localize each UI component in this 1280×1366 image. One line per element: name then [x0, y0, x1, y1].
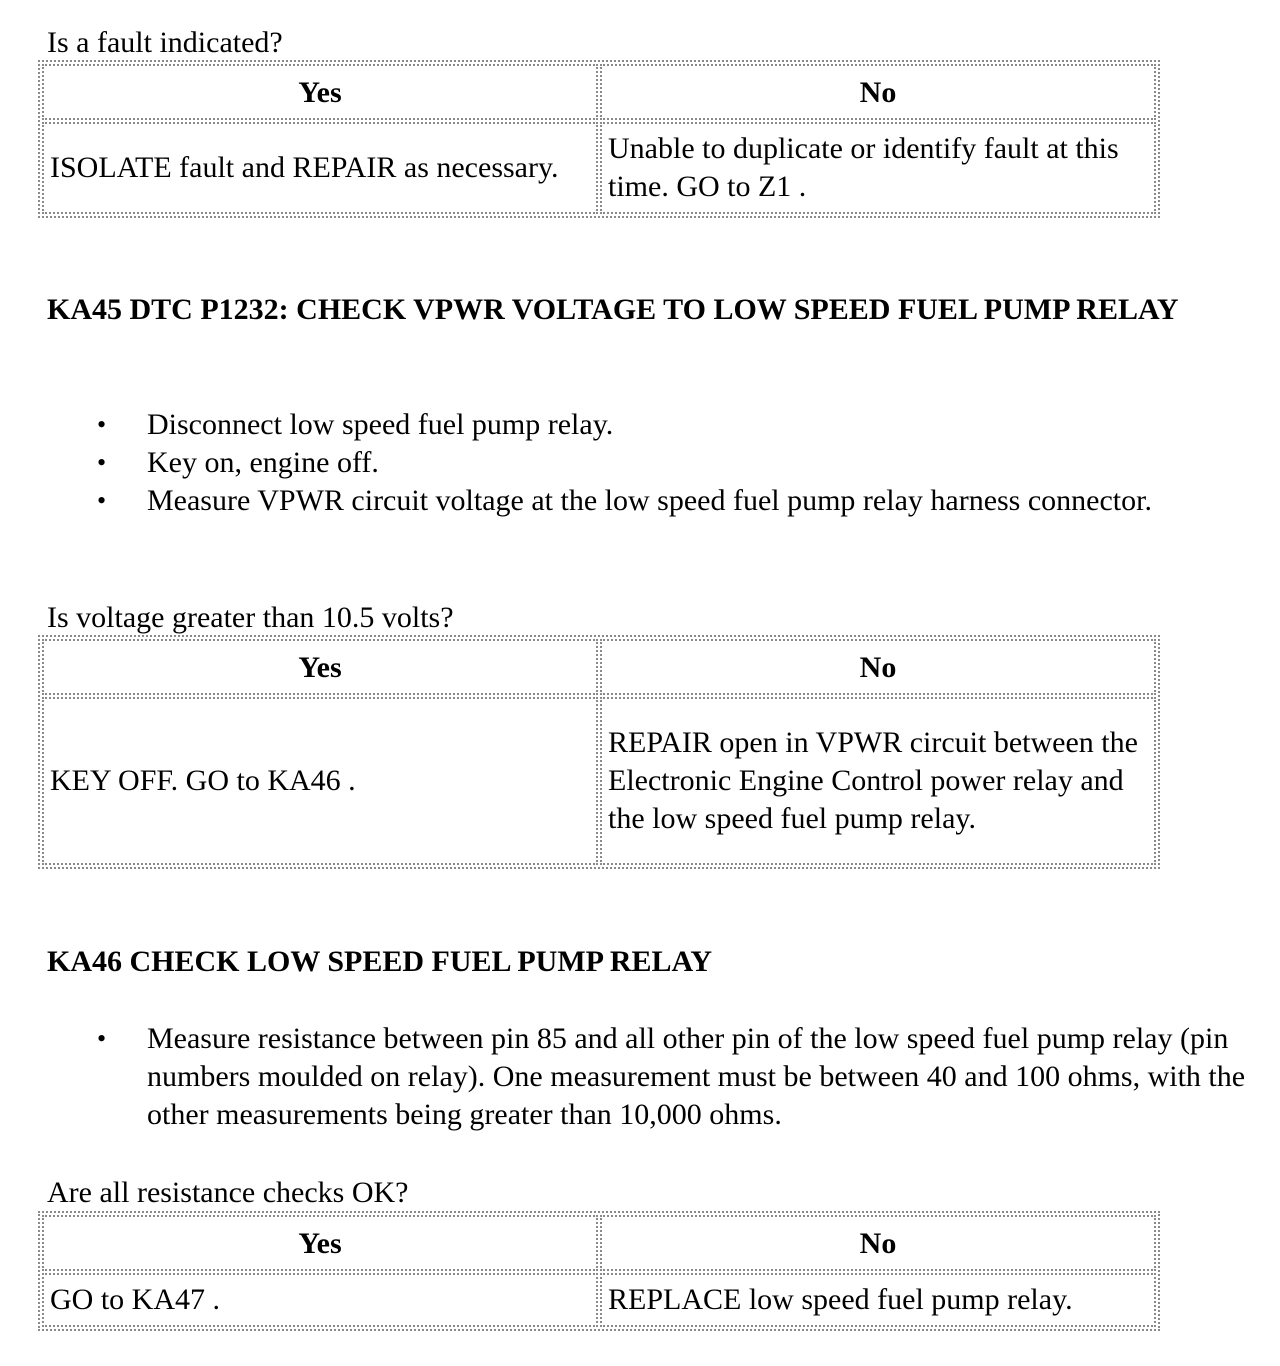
yes-header: Yes [42, 64, 598, 120]
bullet-icon: • [97, 486, 107, 515]
list-item [97, 1020, 1247, 1134]
fault-decision-table [38, 60, 1160, 218]
yes-cell: ISOLATE fault and REPAIR as necessary. [42, 122, 598, 214]
yes-cell: KEY OFF. GO to KA46 . [42, 697, 598, 865]
table-header-row [42, 1215, 1156, 1271]
ka45-heading: KA45 DTC P1232: CHECK VPWR VOLTAGE TO LOW SPEED FUEL PUMP RELAY [47, 293, 1179, 326]
bullet-icon: • [97, 448, 107, 477]
voltage-question: Is voltage greater than 10.5 volts? [47, 601, 454, 634]
yes-header: Yes [42, 1215, 598, 1271]
list-item [97, 482, 1257, 520]
resistance-decision-table [38, 1211, 1160, 1331]
step-text: Measure resistance between pin 85 and all other pin of the low speed fuel pump relay (pin numbers moulded on relay). One measurement must be between 40 and 100 ohms, with the other measurements being greater than 10,000 ohms. [147, 1022, 1246, 1131]
table-header-row [42, 64, 1156, 120]
no-cell: Unable to duplicate or identify fault at this time. GO to Z1 . [600, 122, 1156, 214]
resistance-question: Are all resistance checks OK? [47, 1176, 409, 1209]
no-cell: REPLACE low speed fuel pump relay. [600, 1273, 1156, 1327]
step-text: Key on, engine off. [147, 446, 379, 479]
table-row [42, 697, 1156, 865]
yes-header: Yes [42, 639, 598, 695]
no-header: No [600, 64, 1156, 120]
no-cell: REPAIR open in VPWR circuit between the Electronic Engine Control power relay and the low speed fuel pump relay. [600, 697, 1156, 865]
voltage-decision-table [38, 635, 1160, 869]
yes-cell: GO to KA47 . [42, 1273, 598, 1327]
step-text: Disconnect low speed fuel pump relay. [147, 408, 614, 441]
list-item [97, 406, 1257, 444]
fault-question: Is a fault indicated? [47, 26, 283, 59]
bullet-icon: • [97, 410, 107, 439]
step-text: Measure VPWR circuit voltage at the low speed fuel pump relay harness connector. [147, 484, 1152, 517]
table-header-row [42, 639, 1156, 695]
no-header: No [600, 639, 1156, 695]
list-item [97, 444, 1257, 482]
no-header: No [600, 1215, 1156, 1271]
table-row [42, 1273, 1156, 1327]
ka46-step-list [97, 1020, 1247, 1134]
ka46-heading: KA46 CHECK LOW SPEED FUEL PUMP RELAY [47, 945, 713, 978]
bullet-icon: • [97, 1024, 107, 1053]
ka45-step-list [97, 406, 1257, 520]
table-row [42, 122, 1156, 214]
